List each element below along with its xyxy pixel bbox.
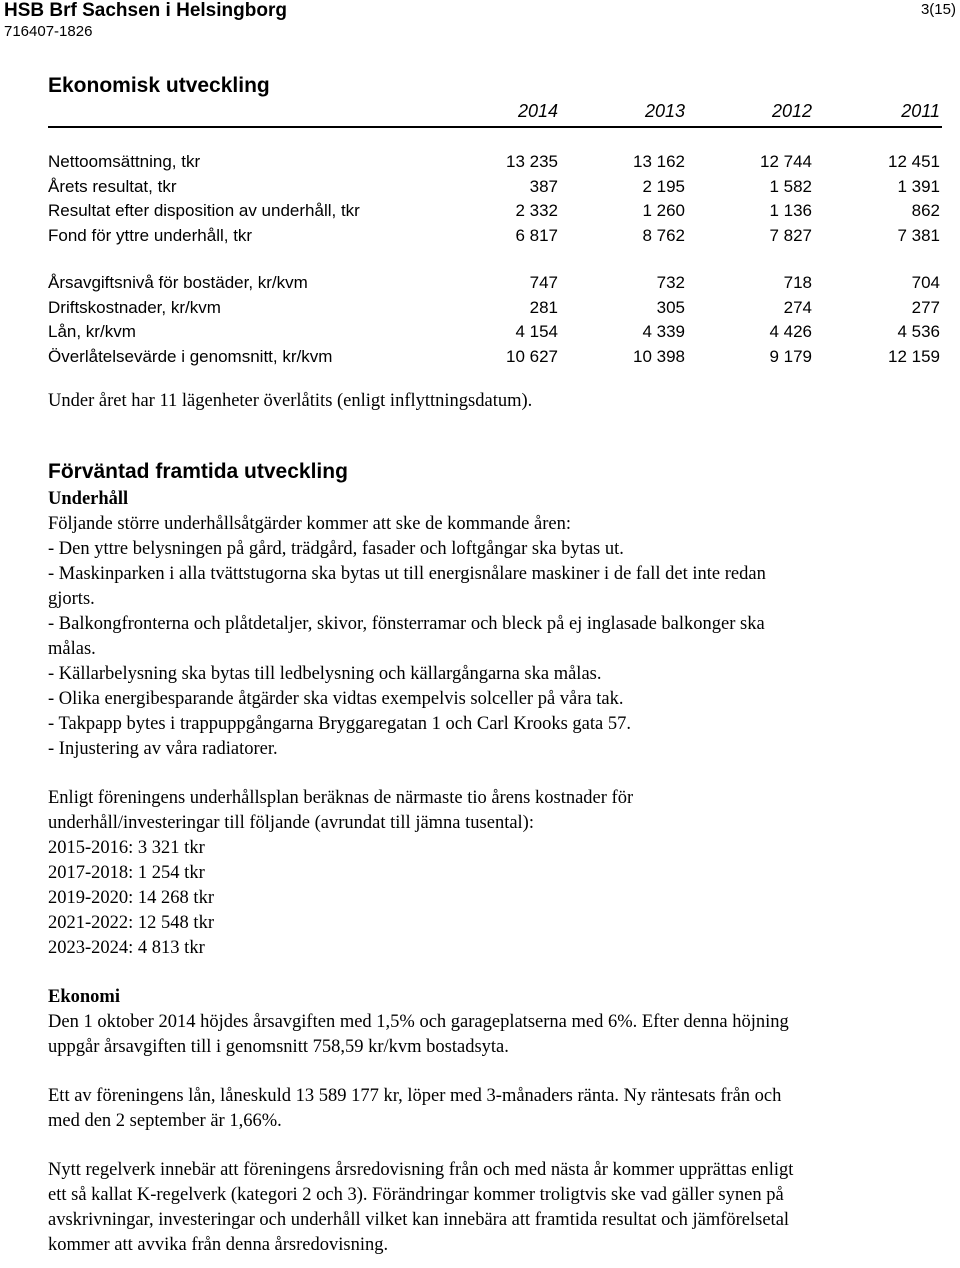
year-header: 2014 <box>517 101 558 121</box>
table-cell: 1 582 <box>769 176 812 196</box>
table-cell: 7 827 <box>769 225 812 245</box>
table-cell: 732 <box>656 273 685 292</box>
page-number: 3(15) <box>920 1 956 18</box>
table-cell: 1 260 <box>642 201 685 220</box>
plan-text: underhåll/investeringar till följande (avrundat till jämna tusental): <box>48 813 534 833</box>
table-cell: 12 159 <box>888 346 940 366</box>
table-row <box>48 175 940 200</box>
table-row <box>48 296 940 321</box>
table-row <box>48 345 940 370</box>
paragraph-gap <box>48 1134 948 1158</box>
table-cell: 4 426 <box>769 322 812 341</box>
maintenance-item: - Maskinparken i alla tvättstugorna ska bytas ut till energisnålare maskiner i de fall det inte redan <box>48 564 766 584</box>
table-cell: 277 <box>911 297 940 317</box>
plan-cost: 2017-2018: 1 254 tkr <box>48 863 205 883</box>
table-cell: 13 235 <box>506 152 558 171</box>
maintenance-intro: Följande större underhållsåtgärder kommer att ske de kommande åren: <box>48 514 571 534</box>
plan-cost: 2021-2022: 12 548 tkr <box>48 913 214 933</box>
table-cell: 12 451 <box>888 152 940 171</box>
economy-text: Den 1 oktober 2014 höjdes årsavgiften med 1,5% och garageplatserna med 6%. Efter denna höjning <box>48 1012 789 1032</box>
table-cell: 10 398 <box>633 346 685 366</box>
maintenance-item: - Olika energibesparande åtgärder ska vidtas exempelvis solceller på våra tak. <box>48 689 624 709</box>
row-label: Årets resultat, tkr <box>48 176 177 196</box>
table-header-row <box>48 98 940 128</box>
plan-cost: 2023-2024: 4 813 tkr <box>48 938 205 958</box>
maintenance-item: - Den yttre belysningen på gård, trädgård, fasader och loftgångar ska bytas ut. <box>48 539 624 559</box>
maintenance-item: gjorts. <box>48 589 95 609</box>
row-label: Nettoomsättning, tkr <box>48 152 201 171</box>
plan-text: Enligt föreningens underhållsplan beräknas de närmaste tio årens kostnader för <box>48 788 634 808</box>
table-cell: 305 <box>656 297 685 317</box>
table-cell: 274 <box>783 297 812 317</box>
row-label: Lån, kr/kvm <box>48 322 136 341</box>
table-cell: 1 391 <box>897 176 940 196</box>
economy-text: Ett av föreningens lån, låneskuld 13 589 177 kr, löper med 3-månaders ränta. Ny räntesats från och <box>48 1086 782 1106</box>
maintenance-item: målas. <box>48 639 96 659</box>
table-cell: 704 <box>911 273 940 292</box>
plan-cost: 2015-2016: 3 321 tkr <box>48 838 205 858</box>
table-cell: 862 <box>911 201 940 220</box>
economy-text: kommer att avvika från denna årsredovisning. <box>48 1235 389 1255</box>
row-label: Årsavgiftsnivå för bostäder, kr/kvm <box>48 273 308 292</box>
table-cell: 747 <box>529 273 558 292</box>
row-label: Fond för yttre underhåll, tkr <box>48 225 253 245</box>
table-cell: 6 817 <box>515 225 558 245</box>
section-title-future-development: Förväntad framtida utveckling <box>48 460 348 483</box>
table-cell: 387 <box>529 176 558 196</box>
paragraph-gap <box>48 961 948 985</box>
transfers-note: Under året har 11 lägenheter överlåtits (enligt inflyttningsdatum). <box>48 391 533 411</box>
table-row <box>48 224 940 249</box>
table-row <box>48 320 940 345</box>
economy-text: ett så kallat K-regelverk (kategori 2 och 3). Förändringar kommer troligtvis ske vad gäller synen på <box>48 1185 784 1205</box>
table-row <box>48 271 940 296</box>
row-label: Driftskostnader, kr/kvm <box>48 297 221 317</box>
table-group-per-sqm <box>48 271 940 369</box>
table-row <box>48 150 940 175</box>
maintenance-item: - Takpapp bytes i trappuppgångarna Bryggaregatan 1 och Carl Krooks gata 57. <box>48 714 631 734</box>
economy-text: avskrivningar, investeringar och underhåll vilket kan innebära att framtida resultat och jämförelsetal <box>48 1210 790 1230</box>
financial-key-figures-table <box>48 98 940 366</box>
plan-cost: 2019-2020: 14 268 tkr <box>48 888 214 908</box>
economy-text: uppgår årsavgiften till i genomsnitt 758,59 kr/kvm bostadsyta. <box>48 1037 509 1057</box>
economy-text: med den 2 september är 1,66%. <box>48 1111 282 1131</box>
table-cell: 2 332 <box>515 201 558 220</box>
section-title-economic-development: Ekonomisk utveckling <box>48 74 270 97</box>
table-cell: 2 195 <box>642 176 685 196</box>
table-cell: 718 <box>783 273 812 292</box>
table-cell: 4 339 <box>642 322 685 341</box>
paragraph-gap <box>48 762 948 786</box>
year-header: 2011 <box>901 101 940 121</box>
economy-text: Nytt regelverk innebär att föreningens årsredovisning från och med nästa år kommer upprättas enligt <box>48 1160 794 1180</box>
year-header: 2012 <box>771 101 812 121</box>
table-cell: 10 627 <box>506 346 558 366</box>
table-cell: 7 381 <box>897 225 940 245</box>
table-cell: 9 179 <box>769 346 812 366</box>
table-cell: 12 744 <box>760 152 812 171</box>
year-header: 2013 <box>644 101 685 121</box>
paragraph-gap <box>48 1060 948 1084</box>
header-divider <box>48 126 942 128</box>
table-cell: 4 536 <box>897 322 940 341</box>
table-row <box>48 199 940 224</box>
table-group-results <box>48 150 940 248</box>
table-cell: 13 162 <box>633 152 685 171</box>
maintenance-item: - Balkongfronterna och plåtdetaljer, skivor, fönsterramar och bleck på ej inglasade balkonger ska <box>48 614 765 634</box>
table-cell: 281 <box>529 297 558 317</box>
economy-heading: Ekonomi <box>48 987 120 1007</box>
organization-number: 716407-1826 <box>4 23 93 40</box>
table-cell: 4 154 <box>515 322 558 341</box>
table-cell: 1 136 <box>769 201 812 220</box>
future-development-body <box>48 487 948 1258</box>
table-cell: 8 762 <box>642 225 685 245</box>
maintenance-item: - Källarbelysning ska bytas till ledbelysning och källargångarna ska målas. <box>48 664 602 684</box>
row-label: Resultat efter disposition av underhåll, tkr <box>48 201 360 220</box>
organization-name: HSB Brf Sachsen i Helsingborg <box>4 0 287 21</box>
row-label: Överlåtelsevärde i genomsnitt, kr/kvm <box>48 346 333 366</box>
maintenance-heading: Underhåll <box>48 489 129 509</box>
maintenance-item: - Injustering av våra radiatorer. <box>48 739 278 759</box>
